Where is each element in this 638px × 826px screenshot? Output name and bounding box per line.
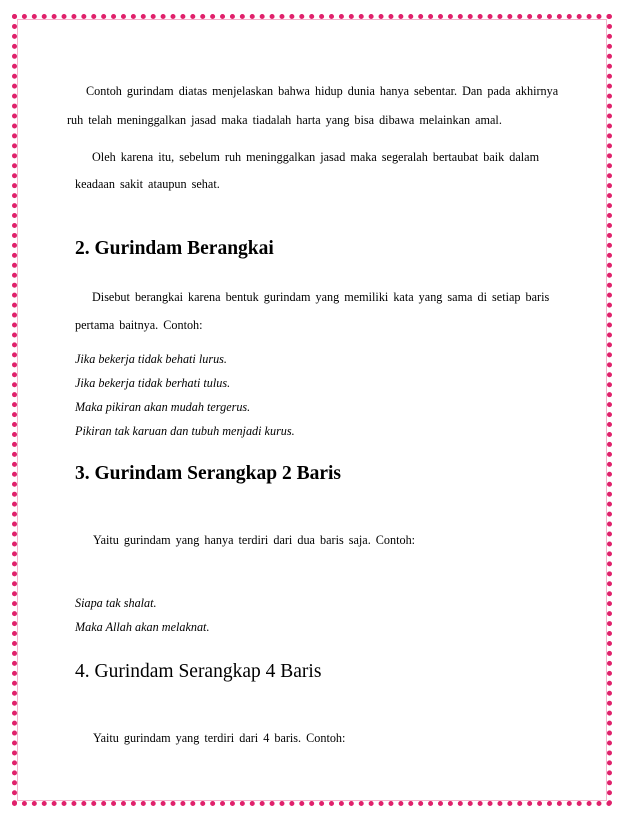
section-2-example-line-2: Jika bekerja tidak berhati tulus.	[75, 376, 231, 390]
section-2-example-line-3: Maka pikiran akan mudah tergerus.	[75, 400, 251, 414]
section-3-paragraph-line-1: Yaitu gurindam yang hanya terdiri dari dua baris saja. Contoh:	[93, 533, 416, 547]
section-heading-gurindam-serangkap-2: 3. Gurindam Serangkap 2 Baris	[75, 463, 342, 484]
section-4-paragraph-line-1: Yaitu gurindam yang terdiri dari 4 baris. Contoh:	[93, 731, 346, 745]
section-3-example-line-1: Siapa tak shalat.	[75, 596, 157, 610]
section-heading-gurindam-berangkai: 2. Gurindam Berangkai	[75, 238, 274, 259]
section-2-example-line-4: Pikiran tak karuan dan tubuh menjadi kurus.	[75, 424, 295, 438]
section-3-example-line-2: Maka Allah akan melaknat.	[75, 620, 210, 634]
section-2-paragraph-line-1: Disebut berangkai karena bentuk gurindam yang memiliki kata yang sama di setiap baris	[92, 290, 550, 304]
intro-line-3: Oleh karena itu, sebelum ruh meninggalkan jasad maka segeralah bertaubat baik dalam	[92, 150, 540, 164]
intro-line-2: ruh telah meninggalkan jasad maka tiadalah harta yang bisa dibawa melainkan amal.	[67, 113, 502, 127]
intro-line-4: keadaan sakit ataupun sehat.	[75, 177, 220, 191]
section-2-paragraph-line-2: pertama baitnya. Contoh:	[75, 318, 203, 332]
section-heading-gurindam-serangkap-4: 4. Gurindam Serangkap 4 Baris	[75, 661, 322, 682]
section-2-example-line-1: Jika bekerja tidak behati lurus.	[75, 352, 227, 366]
intro-line-1: Contoh gurindam diatas menjelaskan bahwa hidup dunia hanya sebentar. Dan pada akhirnya	[86, 84, 559, 98]
